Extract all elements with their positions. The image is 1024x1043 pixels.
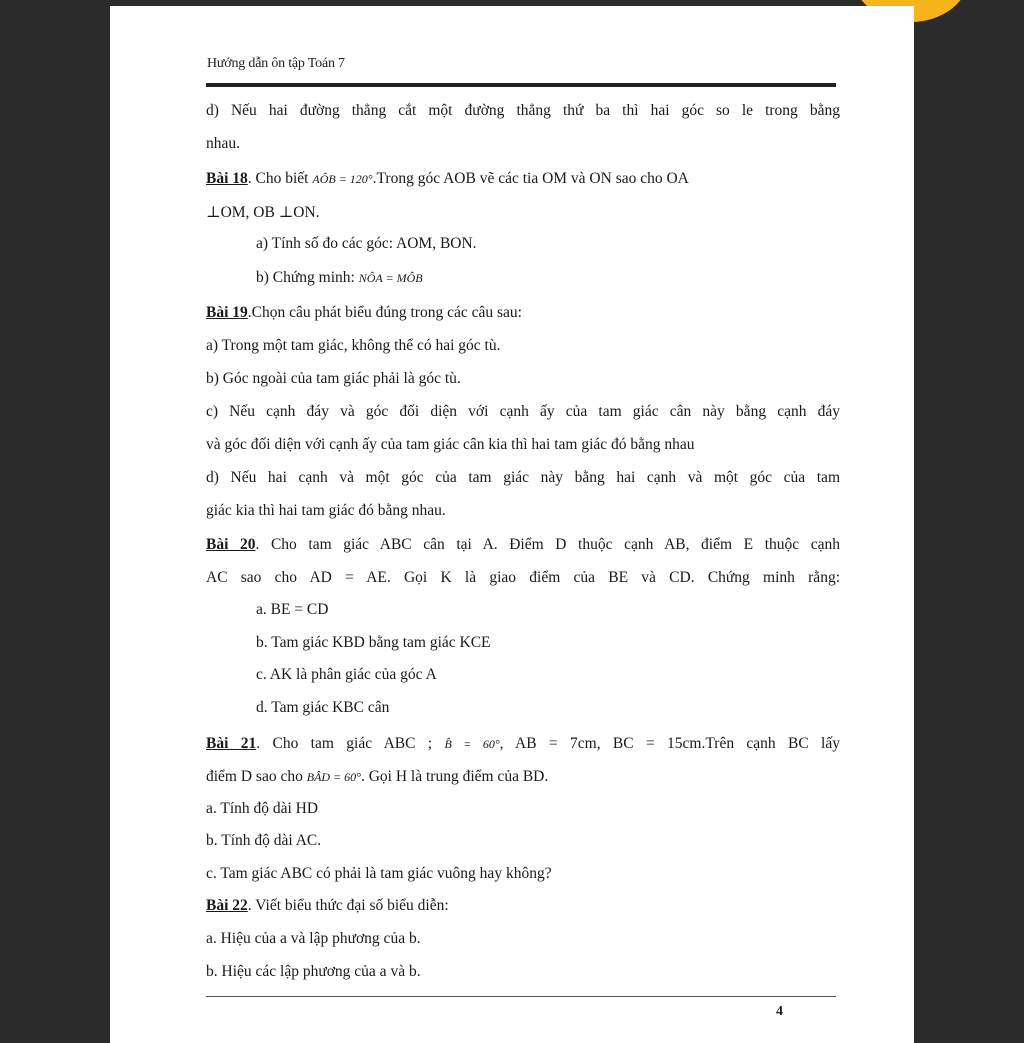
- text-span: . Cho biết: [247, 170, 309, 187]
- text-line: b. Hiệu các lập phương của a và b.: [206, 963, 421, 980]
- exercise-18-b-line: [256, 269, 423, 287]
- footer-divider: [206, 996, 836, 997]
- text-line: c. AK là phân giác của góc A: [256, 666, 437, 683]
- text-line: giác kia thì hai tam giác đó bằng nhau.: [206, 502, 446, 519]
- text-line: a) Trong một tam giác, không thể có hai góc tù.: [206, 337, 501, 354]
- text-line: b. Tính độ dài AC.: [206, 832, 322, 849]
- exercise-21-line-2: [206, 768, 548, 786]
- exercise-22-line: [206, 897, 449, 915]
- exercise-18-label: Bài 18: [206, 170, 248, 187]
- header-divider: [206, 83, 836, 87]
- text-span: .Trong góc AOB vẽ các tia OM và ON sao cho OA: [372, 170, 689, 187]
- text-line: a. Tính độ dài HD: [206, 800, 319, 817]
- text-line: d. Tam giác KBC cân: [256, 699, 390, 716]
- text-line: nhau.: [206, 135, 241, 152]
- text-line: AC sao cho AD = AE. Gọi K là giao điểm của BE và CD. Chứng minh rằng:: [206, 569, 840, 586]
- exercise-21-label: Bài 21: [206, 735, 257, 752]
- exercise-22-label: Bài 22: [206, 897, 248, 914]
- text-line: a) Tính số đo các góc: AOM, BON.: [256, 235, 477, 252]
- text-line: ⊥OM, OB ⊥ON.: [206, 204, 320, 221]
- text-span: .Chọn câu phát biểu đúng trong các câu sau:: [247, 304, 522, 321]
- exercise-19-line: [206, 304, 522, 322]
- math-expression: B̂ = 60°: [444, 737, 500, 751]
- text-span: điểm D sao cho: [206, 768, 303, 785]
- math-expression: AÔB = 120°: [312, 172, 373, 186]
- text-line: a. Hiệu của a và lập phương của b.: [206, 930, 421, 947]
- text-span: b) Chứng minh:: [256, 269, 355, 286]
- text-span: . Gọi H là trung điểm của BD.: [360, 768, 549, 785]
- text-span: . Viết biểu thức đại số biểu diễn:: [247, 897, 449, 914]
- math-expression: NÔA = MÔB: [358, 271, 423, 285]
- page-header: Hướng dẫn ôn tập Toán 7: [207, 56, 345, 71]
- text-line: b. Tam giác KBD bằng tam giác KCE: [256, 634, 491, 651]
- exercise-18-line: [206, 170, 689, 188]
- document-page: [110, 6, 914, 1043]
- text-span: . Cho tam giác ABC ;: [256, 735, 433, 752]
- text-line: c. Tam giác ABC có phải là tam giác vuông hay không?: [206, 865, 552, 882]
- exercise-19-label: Bài 19: [206, 304, 248, 321]
- math-expression: BÂD = 60°: [306, 770, 361, 784]
- text-line: và góc đối diện với cạnh ấy của tam giác cân kia thì hai tam giác đó bằng nhau: [206, 436, 695, 453]
- text-span: . Cho tam giác ABC cân tại A. Điểm D thuộc cạnh AB, điểm E thuộc cạnh: [255, 536, 840, 553]
- text-line: c) Nếu cạnh đáy và góc đối diện với cạnh ấy của tam giác cân này bằng cạnh đáy: [206, 403, 840, 420]
- text-line: b) Góc ngoài của tam giác phải là góc tù.: [206, 370, 461, 387]
- text-line: d) Nếu hai đường thẳng cắt một đường thẳng thứ ba thì hai góc so le trong bằng: [206, 102, 840, 119]
- text-span: , AB = 7cm, BC = 15cm.Trên cạnh BC lấy: [499, 735, 840, 752]
- exercise-20-line: [206, 536, 840, 554]
- page-number: 4: [776, 1004, 783, 1019]
- text-line: a. BE = CD: [256, 601, 329, 618]
- text-line: d) Nếu hai cạnh và một góc của tam giác này bằng hai cạnh và một góc của tam: [206, 469, 840, 486]
- exercise-20-label: Bài 20: [206, 536, 256, 553]
- exercise-21-line: [206, 735, 840, 753]
